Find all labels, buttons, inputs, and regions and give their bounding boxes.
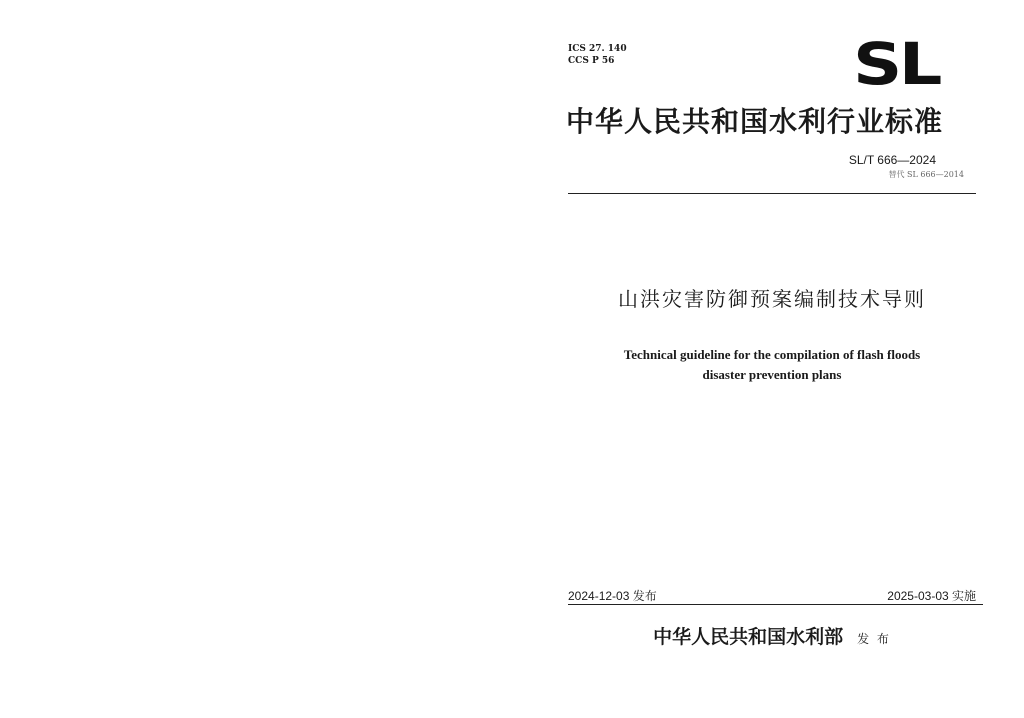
document-title-en <box>566 345 978 385</box>
sl-logo: SL <box>853 30 939 98</box>
issue-date: 2024-12-03 发布 <box>568 589 657 603</box>
classification-codes <box>568 43 627 67</box>
publish-suffix: 发 布 <box>857 632 891 646</box>
document-title-cn: 山洪灾害防御预案编制技术导则 <box>618 287 926 311</box>
replaces-standard: 替代 SL 666—2014 <box>888 170 964 179</box>
ics-code: ICS 27. 140 <box>568 44 627 54</box>
standard-number: SL/T 666—2024 <box>848 153 936 167</box>
publisher-name: 中华人民共和国水利部 <box>653 626 844 648</box>
document-title-en-line2: disaster prevention plans <box>702 367 842 382</box>
publisher <box>566 625 978 651</box>
header-divider <box>568 193 976 194</box>
implementation-date: 2025-03-03 实施 <box>887 589 976 603</box>
standard-category-title: 中华人民共和国水利行业标准 <box>566 105 944 138</box>
footer-divider <box>568 604 983 605</box>
ccs-code: CCS P 56 <box>568 56 615 66</box>
document-title-en-line1: Technical guideline for the compilation of flash floods <box>623 347 921 362</box>
